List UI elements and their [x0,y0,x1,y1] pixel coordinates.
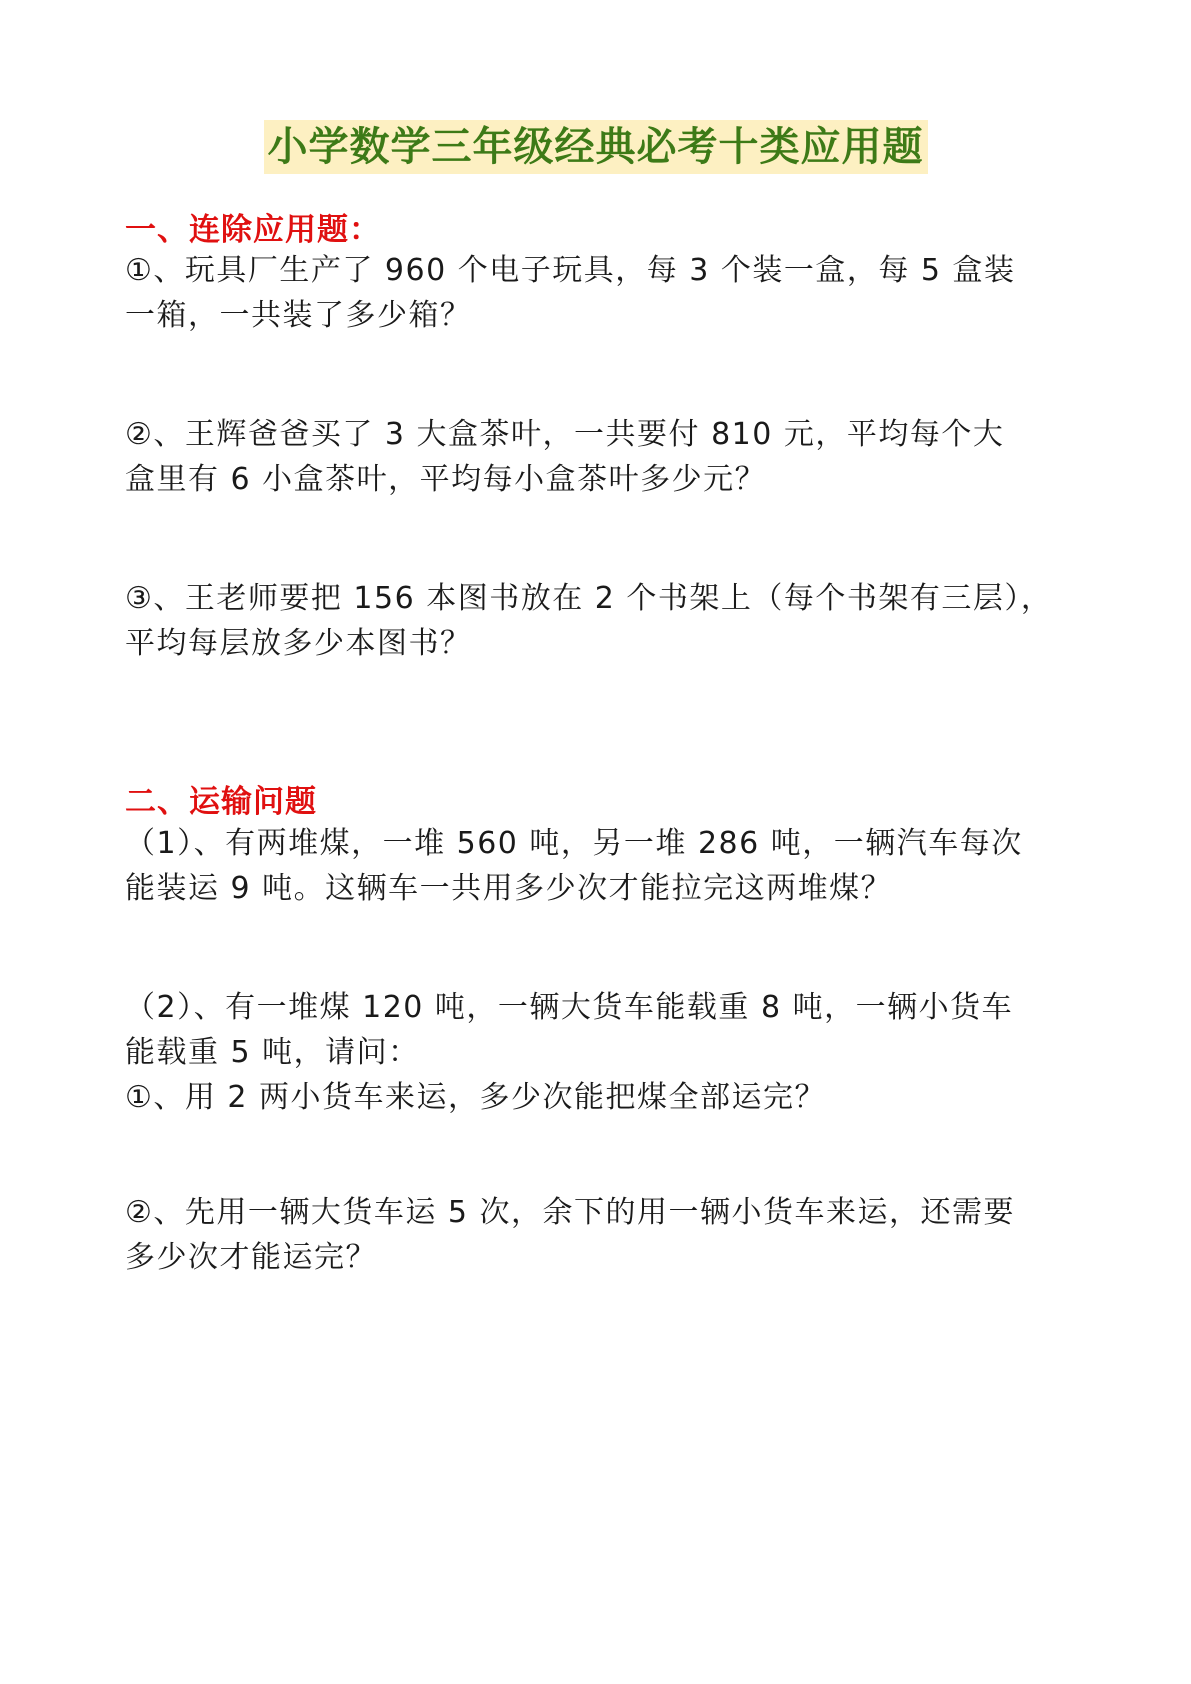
problem-line: 一箱，一共装了多少箱？ [125,298,472,333]
problem-line: 能装运 9 吨。这辆车一共用多少次才能拉完这两堆煤？ [125,871,893,906]
problem-2-2 [125,985,1075,1120]
problem-line: 盒里有 6 小盒茶叶，平均每小盒茶叶多少元？ [125,462,767,497]
problem-1-3 [125,576,1075,666]
problem-2-1 [125,821,1075,911]
problem-line: ②、先用一辆大货车运 5 次，余下的用一辆小货车来运，还需要 [125,1195,1016,1230]
problem-line: （1）、有两堆煤，一堆 560 吨，另一堆 286 吨，一辆汽车每次 [125,826,1023,861]
problem-line: （2）、有一堆煤 120 吨，一辆大货车能载重 8 吨，一辆小货车 [125,990,1014,1025]
problem-line: 多少次才能运完？ [125,1240,377,1275]
problem-line: 平均每层放多少本图书？ [125,626,472,661]
problem-line: ③、王老师要把 156 本图书放在 2 个书架上（每个书架有三层）， [125,581,1053,616]
page-title: 小学数学三年级经典必考十类应用题 [264,120,928,174]
problem-line: ①、用 2 两小货车来运，多少次能把煤全部运完？ [125,1080,827,1115]
title-container [0,120,1191,174]
section-heading-2: 二、运输问题 [125,784,317,820]
section-heading-1: 一、连除应用题： [125,212,381,248]
problem-line: ②、王辉爸爸买了 3 大盒茶叶，一共要付 810 元，平均每个大 [125,417,1005,452]
problem-2-3 [125,1190,1075,1280]
problem-1-2 [125,412,1075,502]
problem-1-1 [125,248,1075,338]
problem-line: 能载重 5 吨，请问： [125,1035,420,1070]
problem-line: ①、玩具厂生产了 960 个电子玩具，每 3 个装一盒，每 5 盒装 [125,253,1016,288]
